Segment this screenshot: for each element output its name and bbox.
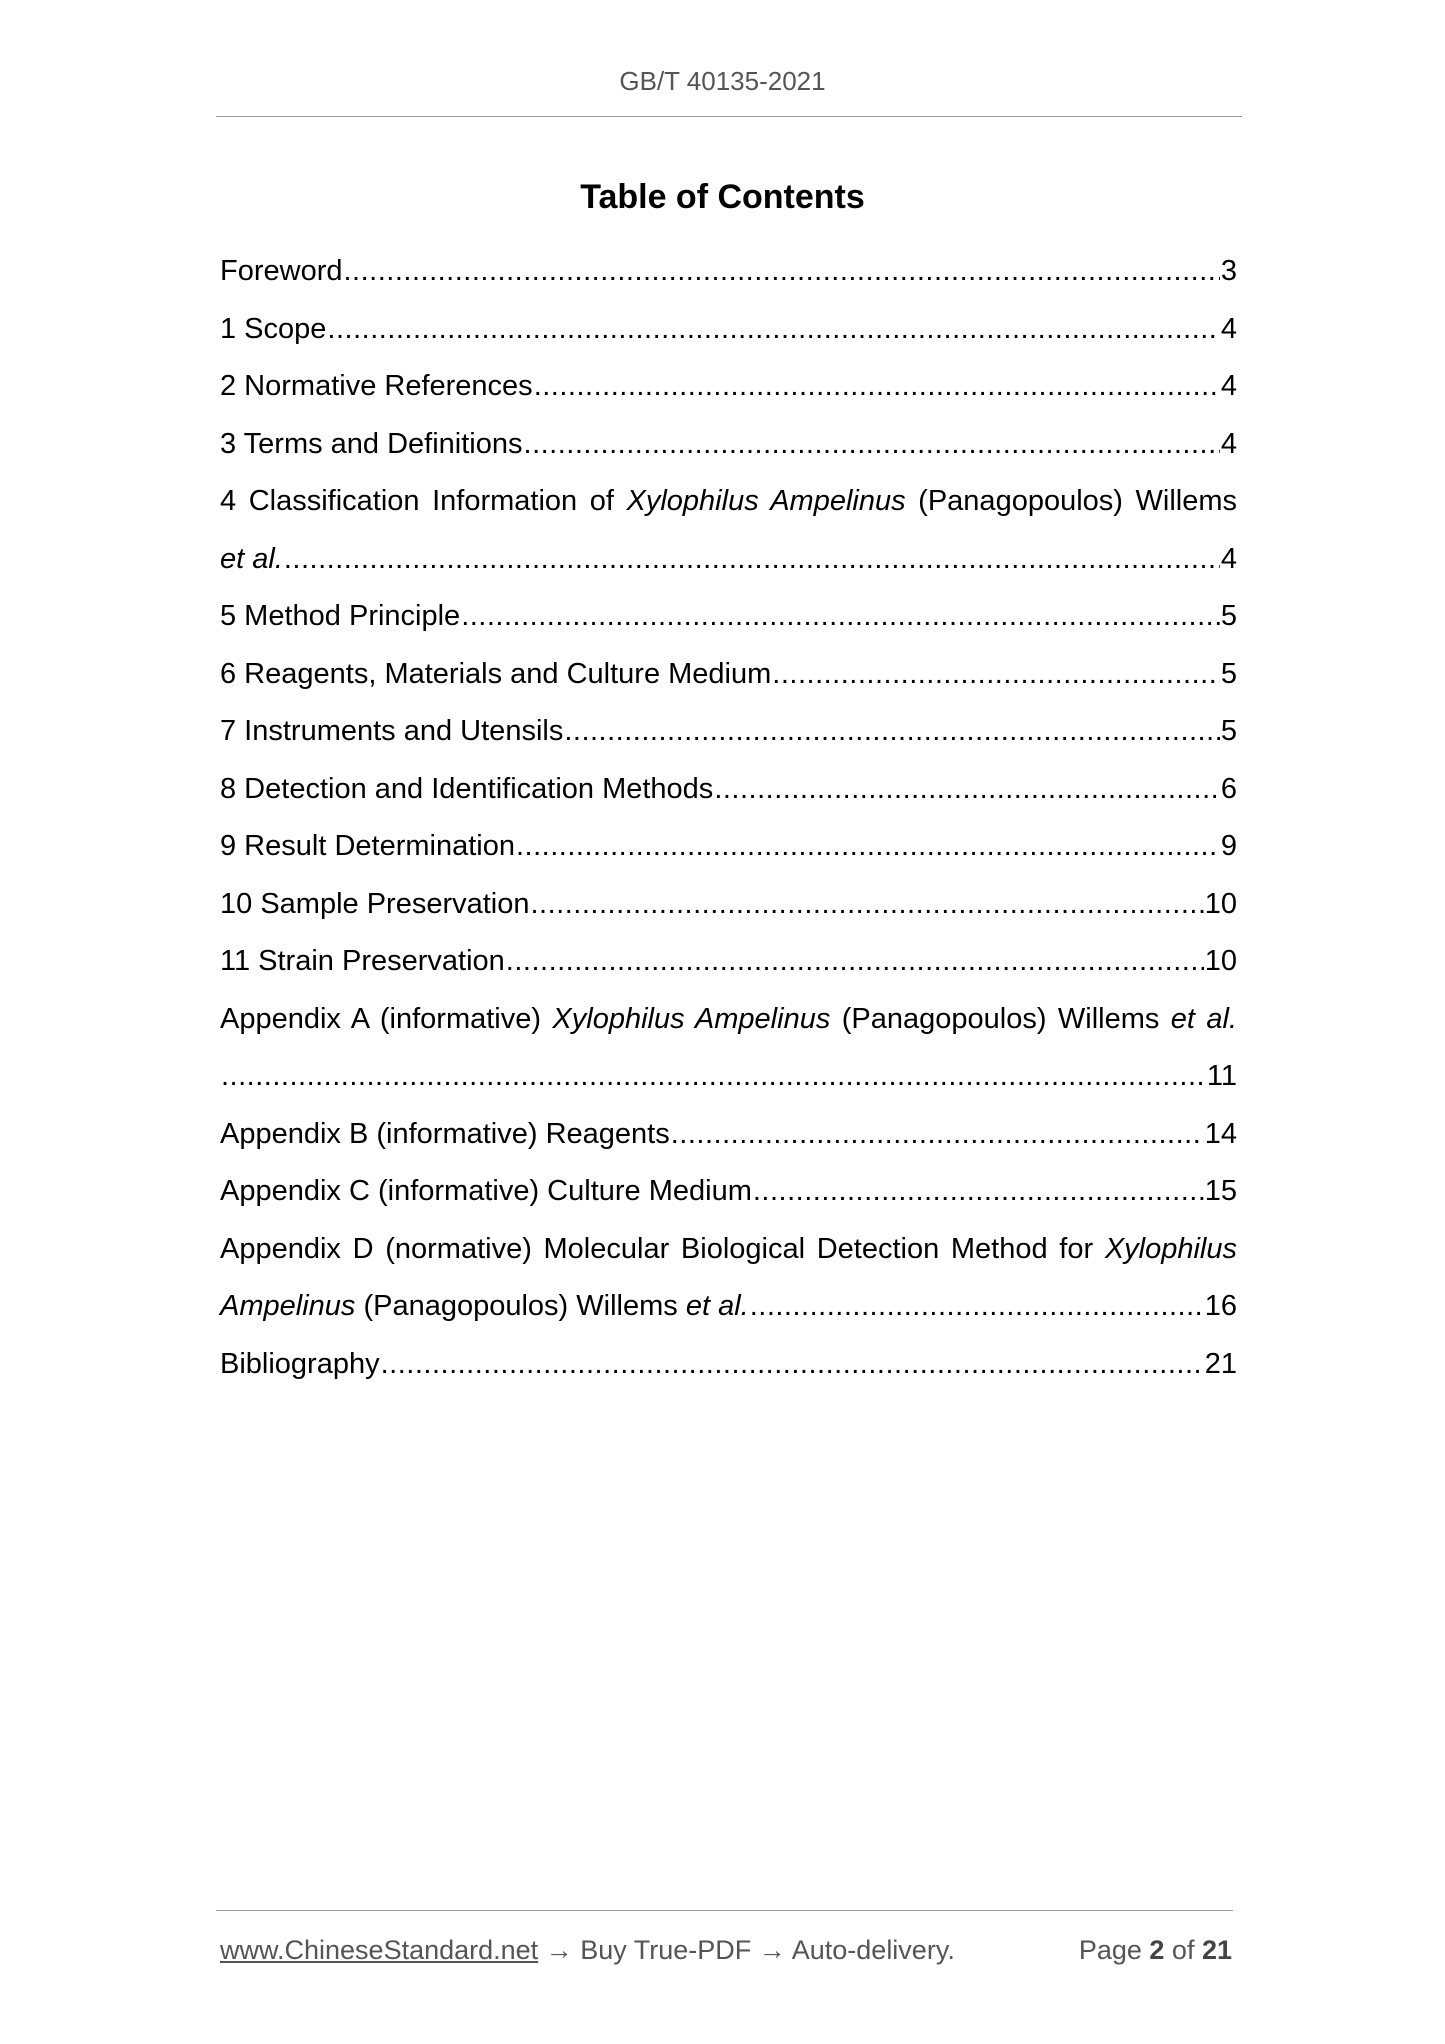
leader-dots [534, 358, 1220, 416]
toc-page: 16 [1204, 1290, 1237, 1322]
toc-page: 9 [1220, 830, 1237, 862]
footer-divider [216, 1910, 1233, 1911]
toc-entry-appendix-a-cont[interactable] [220, 1048, 1237, 1106]
page-number: Page 2 of 21 [1078, 1935, 1232, 1965]
toc-page: 5 [1220, 600, 1237, 632]
leader-dots [750, 1278, 1204, 1336]
total-pages: 21 [1201, 1935, 1232, 1965]
toc-page: 4 [1220, 370, 1237, 402]
current-page: 2 [1149, 1935, 1165, 1965]
leader-dots [381, 1336, 1204, 1394]
toc-entry-method-principle[interactable]: 5 Method Principle ..... 5 [220, 588, 1237, 646]
toc-entry-classification-cont[interactable]: et al. ..... 4 [220, 531, 1237, 589]
toc-entry-appendix-b[interactable]: Appendix B (informative) Reagents ..... 14 [220, 1106, 1237, 1164]
leader-dots [221, 1048, 1206, 1106]
toc-entry-terms-definitions[interactable]: 3 Terms and Definitions ..... 4 [220, 416, 1237, 474]
toc-page: 21 [1204, 1347, 1237, 1380]
leader-dots [344, 243, 1220, 301]
toc-title: Table of Contents [580, 178, 865, 216]
toc-entry-foreword[interactable]: Foreword ..... 3 [220, 243, 1237, 301]
header-divider [216, 116, 1242, 117]
leader-dots [564, 703, 1220, 761]
toc-page: 4 [1220, 542, 1237, 575]
page-footer [220, 1935, 1232, 1966]
leader-dots [671, 1106, 1204, 1164]
toc-entry-reagents[interactable]: 6 Reagents, Materials and Culture Medium ..... 5 [220, 646, 1237, 704]
toc-entry-instruments[interactable]: 7 Instruments and Utensils ..... 5 [220, 703, 1237, 761]
leader-dots [531, 876, 1204, 934]
toc-entry-normative-references[interactable]: 2 Normative References ..... 4 [220, 358, 1237, 416]
leader-dots [506, 933, 1204, 991]
toc-page: 14 [1204, 1117, 1237, 1150]
leader-dots [524, 416, 1220, 474]
toc-page: 5 [1220, 657, 1237, 690]
toc-entry-sample-preservation[interactable]: 10 Sample Preservation ..... 10 [220, 876, 1237, 934]
toc-page: 11 [1206, 1060, 1237, 1092]
toc-page: 3 [1220, 255, 1237, 287]
toc-entry-appendix-a[interactable]: Appendix A (informative) Xylophilus Ampelinus (Panagopoulos) Willems et al. [220, 1002, 1238, 1035]
toc-page: 15 [1204, 1175, 1237, 1207]
leader-dots [284, 531, 1220, 589]
website-link[interactable]: www.ChineseStandard.net [220, 1935, 539, 1965]
leader-dots [772, 646, 1220, 704]
leader-dots [753, 1163, 1204, 1221]
toc-entry-appendix-d-cont[interactable]: Ampelinus (Panagopoulos) Willems et al. ..... 16 [220, 1278, 1237, 1336]
footer-promo [220, 1935, 955, 1966]
leader-dots [516, 818, 1220, 876]
toc-entry-appendix-d[interactable]: Appendix D (normative) Molecular Biological Detection Method for Xylophilus [220, 1232, 1237, 1265]
toc-entry-result-determination[interactable]: 9 Result Determination ..... 9 [220, 818, 1237, 876]
toc-page: 10 [1204, 945, 1237, 977]
toc-entry-appendix-c[interactable]: Appendix C (informative) Culture Medium ..... 15 [220, 1163, 1237, 1221]
toc-page: 10 [1204, 887, 1237, 920]
table-of-contents [220, 243, 1237, 1393]
leader-dots [461, 588, 1220, 646]
toc-entry-detection-methods[interactable]: 8 Detection and Identification Methods ..... 6 [220, 761, 1237, 819]
toc-entry-bibliography[interactable]: Bibliography ..... 21 [220, 1336, 1237, 1394]
document-code: GB/T 40135-2021 [619, 66, 826, 96]
toc-page: 4 [1220, 312, 1237, 345]
footer-tagline: → Buy True-PDF → Auto-delivery. [538, 1935, 955, 1965]
leader-dots [327, 301, 1219, 359]
toc-entry-classification[interactable]: 4 Classification Information of Xylophilus Ampelinus (Panagopoulos) Willems [220, 485, 1237, 517]
toc-entry-scope[interactable]: 1 Scope ..... 4 [220, 301, 1237, 359]
toc-page: 5 [1220, 715, 1237, 747]
toc-entry-strain-preservation[interactable]: 11 Strain Preservation ..... 10 [220, 933, 1237, 991]
toc-page: 4 [1220, 427, 1237, 460]
leader-dots [714, 761, 1220, 819]
toc-page: 6 [1220, 772, 1237, 805]
